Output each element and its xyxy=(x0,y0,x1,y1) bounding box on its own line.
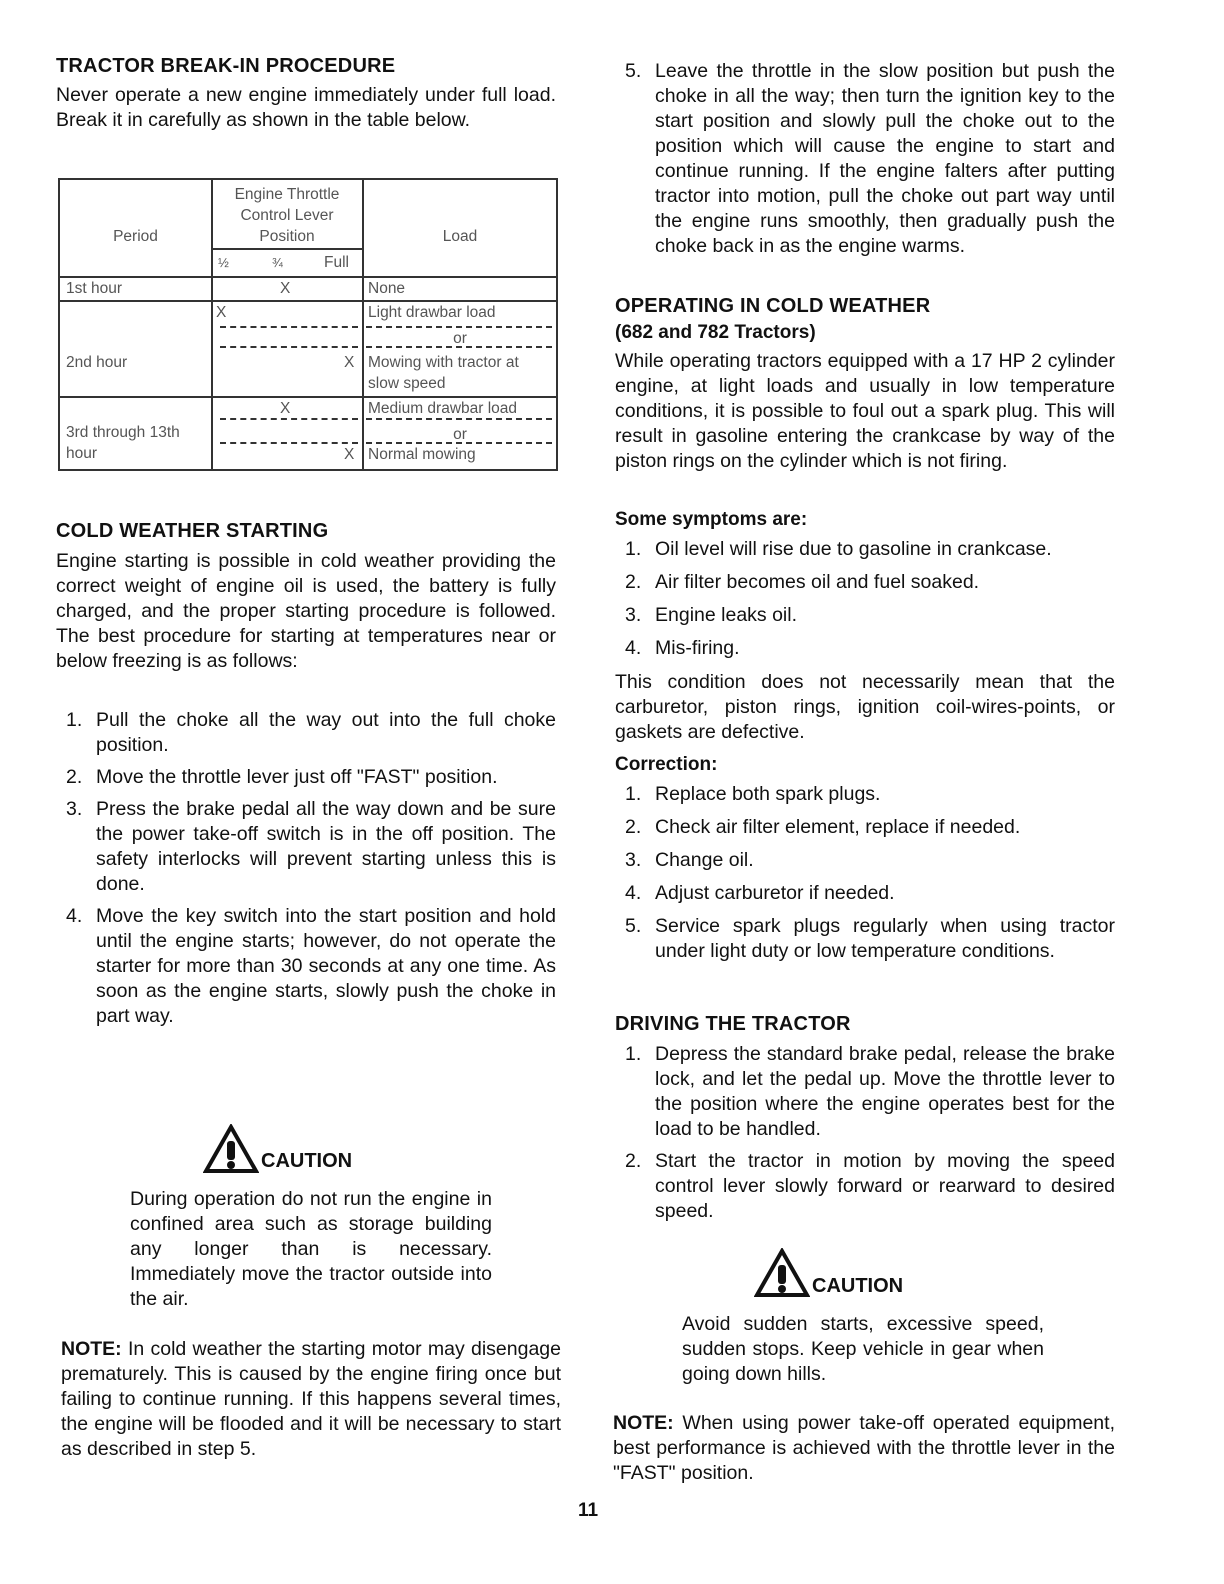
warning-triangle-icon xyxy=(203,1124,259,1174)
list-item: 3. Press the brake pedal all the way down and be sure the power take-off switch is in the off position. The safety interlocks will prevent starting unless this is done. xyxy=(66,798,556,895)
col-period-header: Period xyxy=(113,228,158,245)
list-item: 2. Start the tractor in motion by moving the speed control lever slowly forward or rearward to desired speed. xyxy=(625,1150,1115,1222)
r3-or: or xyxy=(453,426,467,443)
breakin-text: Never operate a new engine immediately under full load. Break it in carefully as shown in the table below. xyxy=(56,84,556,131)
list-item: 1. Replace both spark plugs. xyxy=(625,783,881,805)
cold-start-steps xyxy=(56,708,556,1036)
r1-load: None xyxy=(368,280,406,297)
cold-start-heading: COLD WEATHER STARTING xyxy=(56,520,329,542)
list-item: 5. Leave the throttle in the slow position but push the choke in all the way; then turn the ignition key to the start position and slowly pull the choke out to the position which will cause the engine to start and continue running. If the engine falters after putting tractor into motion, pull the choke out part way until the engine runs smoothly, then gradually push the choke back in as the engine warms. xyxy=(625,60,1115,257)
r2-period: 2nd hour xyxy=(66,354,128,371)
symptoms-list xyxy=(615,537,1115,661)
r2-mark-b: X xyxy=(344,354,355,371)
r2-load-b: Mowing with tractor at slow speed xyxy=(368,354,519,392)
list-item: 1. Oil level will rise due to gasoline in crankcase. xyxy=(625,538,1052,560)
r2-load-a: Light drawbar load xyxy=(368,304,496,321)
col-throttle-header: Engine Throttle Control Lever Position xyxy=(234,186,340,245)
breakin-table xyxy=(58,178,558,471)
list-item: 3. Engine leaks oil. xyxy=(625,604,798,626)
caution-text-left: During operation do not run the engine in confined area such as storage building any longer than is necessary. Immediately move the tractor outside into the air. xyxy=(130,1188,492,1310)
caution-block-left xyxy=(203,1124,353,1179)
r3-load-b: Normal mowing xyxy=(368,446,476,463)
list-item: 1. Depress the standard brake pedal, release the brake lock, and let the pedal up. Move the throttle lever to the position where the engine operates best for the load to be handled. xyxy=(625,1043,1115,1140)
cold-op-subheading: (682 and 782 Tractors) xyxy=(615,322,816,343)
r2-mark-a: X xyxy=(216,304,227,321)
pos-three-quarter: ¾ xyxy=(272,255,283,270)
warning-triangle-icon xyxy=(754,1248,810,1298)
r3-period: 3rd through 13th hour xyxy=(66,424,180,462)
list-item: 2. Air filter becomes oil and fuel soaked. xyxy=(625,571,980,593)
r3-load-a: Medium drawbar load xyxy=(368,400,518,417)
driving-heading: DRIVING THE TRACTOR xyxy=(615,1013,851,1035)
correction-label: Correction: xyxy=(615,754,718,775)
step-5 xyxy=(615,59,1115,259)
r2-or: or xyxy=(453,330,467,347)
caution-text-right: Avoid sudden starts, excessive speed, sudden stops. Keep vehicle in gear when going down hills. xyxy=(682,1313,1044,1385)
cold-start-text: Engine starting is possible in cold weather providing the correct weight of engine oil is used, the battery is fully charged, and the proper starting procedure is followed. The best procedure for starting at temperatures near or below freezing is as follows: xyxy=(56,550,556,672)
note-right: NOTE: When using power take-off operated equipment, best performance is achieved with the throttle lever in the "FAST" position. xyxy=(613,1412,1115,1484)
list-item: 2. Move the throttle lever just off "FAST" position. xyxy=(66,766,498,788)
breakin-heading: TRACTOR BREAK-IN PROCEDURE xyxy=(56,55,396,77)
list-item: 3. Change oil. xyxy=(625,849,754,871)
correction-list xyxy=(615,782,1115,964)
r3-mark-a: X xyxy=(280,400,291,417)
list-item: 2. Check air filter element, replace if needed. xyxy=(625,816,1021,838)
cold-op-heading: OPERATING IN COLD WEATHER xyxy=(615,295,931,317)
list-item: 4. Mis-firing. xyxy=(625,637,740,659)
cold-op-text: While operating tractors equipped with a 17 HP 2 cylinder engine, at light loads and usually in low temperature conditions, it is possible to foul out a spark plug. This will result in gasoline entering the crankcase by way of the piston rings on the cylinder which is not firing. xyxy=(615,350,1115,472)
col-load-header: Load xyxy=(442,228,478,245)
driving-steps xyxy=(615,1042,1115,1231)
condition-text: This condition does not necessarily mean that the carburetor, piston rings, ignition coil-wires-points, or gaskets are defective. xyxy=(615,671,1115,743)
list-item: 4. Adjust carburetor if needed. xyxy=(625,882,895,904)
r1-mark: X xyxy=(280,280,291,297)
r3-mark-b: X xyxy=(344,446,355,463)
note-left: NOTE: In cold weather the starting motor may disengage prematurely. This is caused by the engine firing once but failing to continue running. If this happens several times, the engine will be flooded and it will be necessary to start as described in step 5. xyxy=(61,1338,561,1460)
list-item: 5. Service spark plugs regularly when using tractor under light duty or low temperature conditions. xyxy=(625,915,1115,962)
caution-label-left: CAUTION xyxy=(261,1150,353,1172)
r1-period: 1st hour xyxy=(66,280,123,297)
pos-full: Full xyxy=(324,254,349,271)
page-number: 11 xyxy=(578,1500,599,1521)
caution-block-right xyxy=(754,1248,904,1303)
symptoms-label: Some symptoms are: xyxy=(615,509,808,530)
list-item: 1. Pull the choke all the way out into the full choke position. xyxy=(66,709,556,756)
list-item: 4. Move the key switch into the start position and hold until the engine starts; however, do not operate the starter for more than 30 seconds at any one time. As soon as the engine starts, slowly push the choke in part way. xyxy=(66,905,556,1027)
caution-label-right: CAUTION xyxy=(812,1275,904,1297)
pos-half: ½ xyxy=(218,255,229,270)
